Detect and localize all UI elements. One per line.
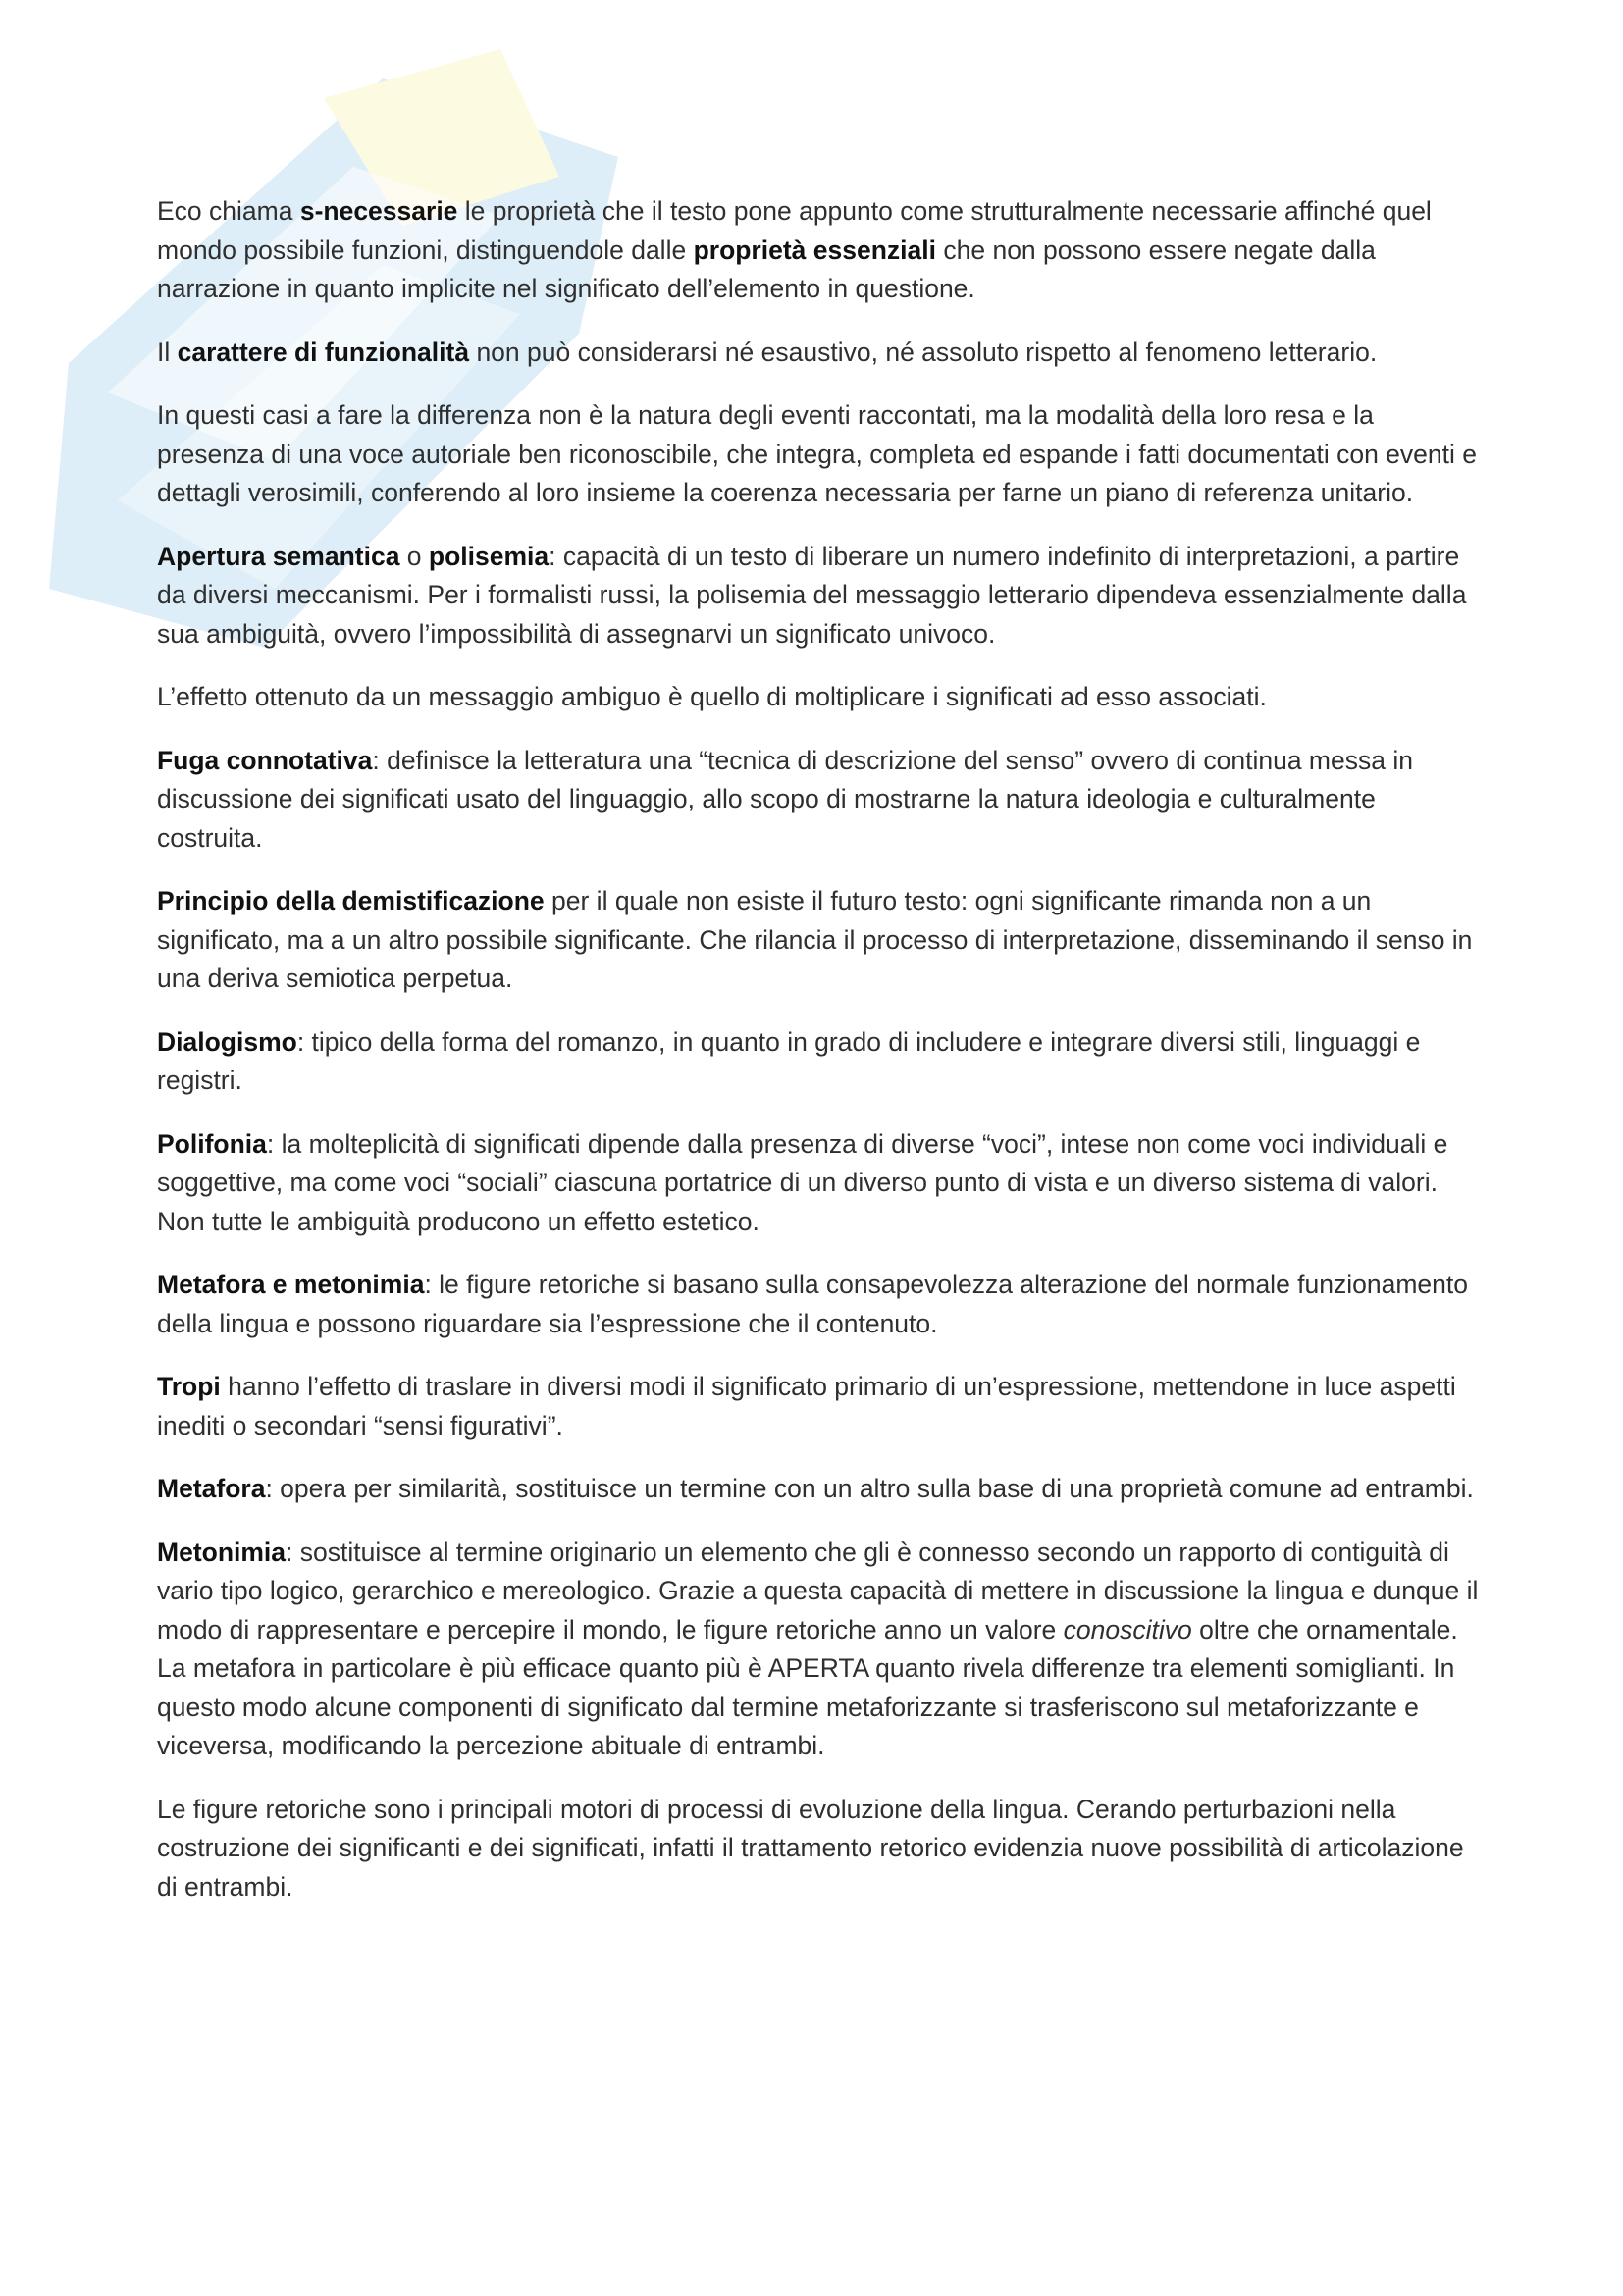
term-proprieta-essenziali: proprietà essenziali bbox=[693, 235, 936, 265]
term-s-necessarie: s-necessarie bbox=[299, 196, 458, 226]
paragraph-demistificazione: Principio della demistificazione per il quale non esiste il futuro testo: ogni significante rimanda non a un significato, ma a un altro possibile significante. Che rilancia il processo di interpretazione, disseminando il senso in una deriva semiotica perpetua. bbox=[157, 886, 1473, 993]
term-metafora: Metafora bbox=[157, 1474, 266, 1503]
paragraph-metafora: Metafora: opera per similarità, sostituisce un termine con un altro sulla base di una proprietà comune ad entrambi. bbox=[157, 1474, 1474, 1503]
paragraph-metafora-e-metonimia: Metafora e metonimia: le figure retoriche si basano sulla consapevolezza alterazione del normale funzionamento della lingua e possono riguardare sia l’espressione che il contenuto. bbox=[157, 1270, 1469, 1338]
paragraph-apertura-semantica: Apertura semantica o polisemia: capacità di un testo di liberare un numero indefinito di interpretazioni, a partire da diversi meccanismi. Per i formalisti russi, la polisemia del messaggio letterario dipendeva essenzialmente dalla sua ambiguità, ovvero l’impossibilità di assegnarvi un significato univoco. bbox=[157, 541, 1467, 649]
term-apertura-semantica: Apertura semantica bbox=[157, 541, 400, 571]
paragraph-fuga-connotativa: Fuga connotativa: definisce la letteratura una “tecnica di descrizione del senso” ovvero di continua messa in discussione dei significati usato del linguaggio, allo scopo di mostrarne la natura ideologia e culturalmente costruita. bbox=[157, 745, 1413, 853]
paragraph-funzionalita: Il carattere di funzionalità non può considerarsi né esaustivo, né assoluto rispetto al fenomeno letterario. bbox=[157, 337, 1378, 367]
term-dialogismo: Dialogismo bbox=[157, 1026, 297, 1057]
paragraph-messaggio-ambiguo: L’effetto ottenuto da un messaggio ambiguo è quello di moltiplicare i significati ad esso associati. bbox=[157, 682, 1267, 711]
term-principio-della-demistificazione: Principio della demistificazione bbox=[157, 886, 545, 915]
term-polifonia: Polifonia bbox=[157, 1128, 267, 1159]
term-metonimia: Metonimia bbox=[157, 1537, 287, 1567]
paragraph-voce-autoriale: In questi casi a fare la differenza non è la natura degli eventi raccontati, ma la modalità della loro resa e la presenza di una voce autoriale ben riconoscibile, che integra, completa ed espande i fatti documentati con eventi e dettagli verosimili, conferendo al loro insieme la coerenza necessaria per farne un piano di referenza unitario. bbox=[157, 400, 1477, 507]
term-carattere-di-funzionalita: carattere di funzionalità bbox=[177, 337, 470, 367]
paragraph-tropi: Tropi hanno l’effetto di traslare in diversi modi il significato primario di un’espressione, mettendone in luce aspetti inediti o secondari “sensi figurativi”. bbox=[157, 1372, 1456, 1440]
paragraph-s-necessarie: Eco chiama s-necessarie le proprietà che il testo pone appunto come strutturalmente necessarie affinché quel mondo possibile funzioni, distinguendole dalle proprietà essenziali che non possono essere negate dalla narrazione in quanto implicite nel significato dell’elemento in questione. bbox=[157, 196, 1432, 303]
paragraph-dialogismo: Dialogismo: tipico della forma del romanzo, in quanto in grado di includere e integrare diversi stili, linguaggi e registri. bbox=[157, 1026, 1421, 1095]
paragraph-metonimia: Metonimia: sostituisce al termine originario un elemento che gli è connesso secondo un rapporto di contiguità di vario tipo logico, gerarchico e mereologico. Grazie a questa capacità di mettere in discussione la lingua e dunque il modo di rappresentare e percepire il mondo, le figure retoriche anno un valore conoscitivo oltre che ornamentale. La metafora in particolare è più efficace quanto più è APERTA quanto rivela differenze tra elementi somiglianti. In questo modo alcune componenti di significato dal termine metaforizzante si trasferiscono sul metaforizzante e viceversa, modificando la percezione abituale di entrambi. bbox=[157, 1537, 1479, 1760]
term-fuga-connotativa: Fuga connotativa bbox=[157, 745, 373, 775]
italic-conoscitivo: conoscitivo bbox=[1063, 1614, 1192, 1644]
document-body bbox=[157, 192, 1484, 1931]
term-metafora-e-metonimia: Metafora e metonimia bbox=[157, 1270, 425, 1299]
term-polisemia: polisemia bbox=[428, 541, 550, 571]
paragraph-polifonia: Polifonia: la molteplicità di significati dipende dalla presenza di diverse “voci”, intese non come voci individuali e soggettive, ma come voci “sociali” ciascuna portatrice di un diverso punto di vista e un diverso sistema di valori. Non tutte le ambiguità producono un effetto estetico. bbox=[157, 1128, 1448, 1236]
term-tropi: Tropi bbox=[157, 1372, 221, 1401]
paragraph-figure-retoriche: Le figure retoriche sono i principali motori di processi di evoluzione della lingua. Cerando perturbazioni nella costruzione dei significanti e dei significati, infatti il trattamento retorico evidenzia nuove possibilità di articolazione di entrambi. bbox=[157, 1794, 1464, 1902]
